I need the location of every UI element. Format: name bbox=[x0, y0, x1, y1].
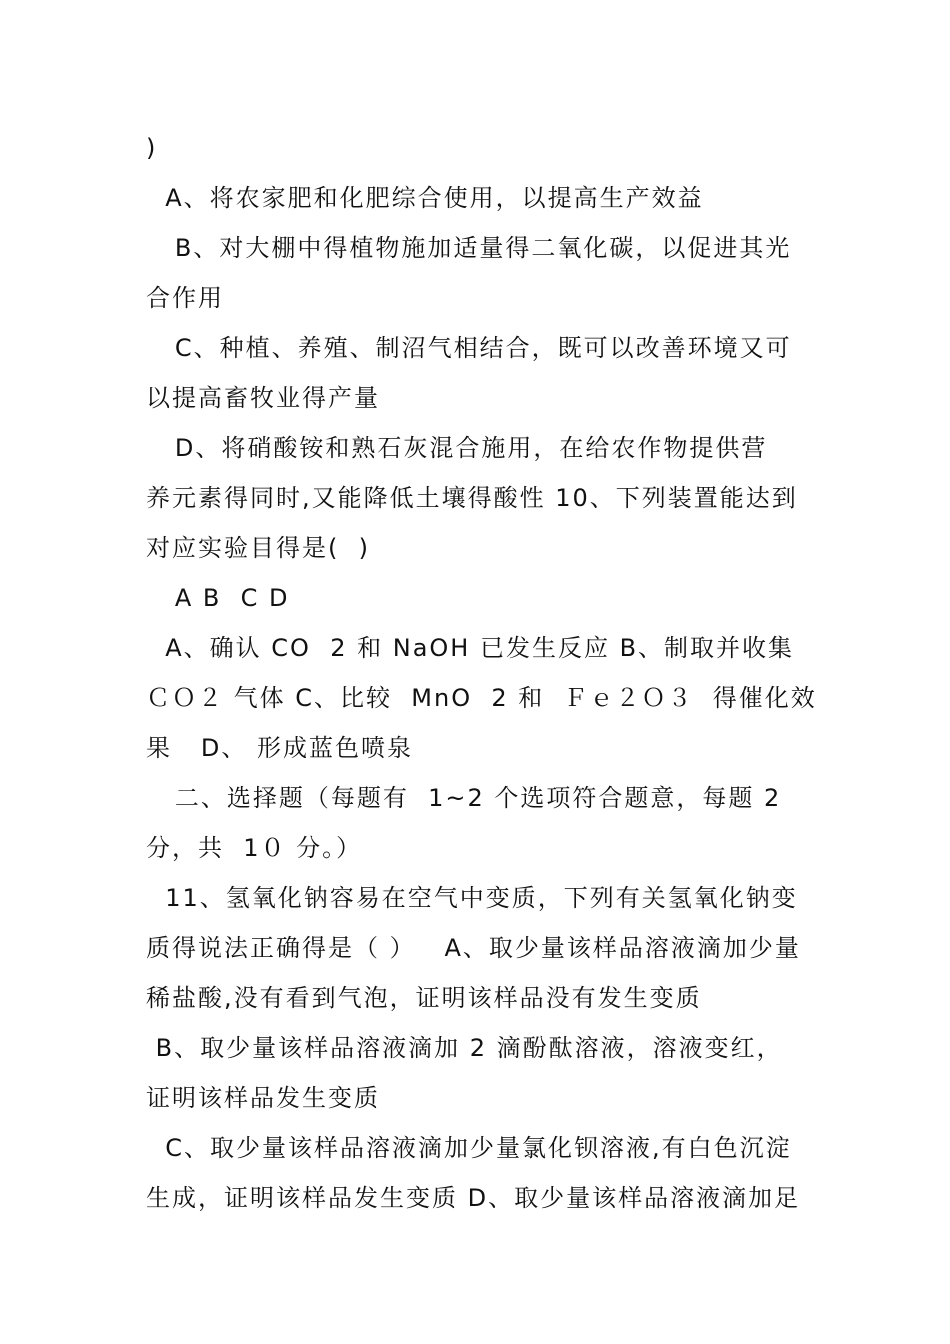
text-line: ＣＯ２ 气体 C、比较 MnO 2 和 Ｆｅ２Ｏ３ 得催化效 bbox=[146, 684, 817, 712]
text-line: 养元素得同时,又能降低土壤得酸性 10、下列装置能达到 bbox=[146, 484, 798, 512]
text-line: B、取少量该样品溶液滴加 2 滴酚酞溶液，溶液变红， bbox=[146, 1034, 783, 1062]
text-line: ) bbox=[146, 134, 158, 162]
text-line: 对应实验目得是( ) bbox=[146, 534, 370, 562]
text-line: C、种植、养殖、制沼气相结合，既可以改善环境又可 bbox=[146, 334, 792, 362]
text-line: A、将农家肥和化肥综合使用，以提高生产效益 bbox=[146, 184, 704, 212]
text-line: 生成，证明该样品发生变质 D、取少量该样品溶液滴加足 bbox=[146, 1184, 801, 1212]
text-line: 证明该样品发生变质 bbox=[146, 1084, 380, 1112]
text-line: D、将硝酸铵和熟石灰混合施用，在给农作物提供营 bbox=[146, 434, 768, 462]
text-line: 果 D、 形成蓝色喷泉 bbox=[146, 734, 413, 762]
text-line: 合作用 bbox=[146, 284, 224, 312]
text-line: C、取少量该样品溶液滴加少量氯化钡溶液,有白色沉淀 bbox=[146, 1134, 792, 1162]
text-line: 11、氢氧化钠容易在空气中变质，下列有关氢氧化钠变 bbox=[146, 884, 798, 912]
text-line: 二、选择题（每题有 1~2 个选项符合题意，每题 2 bbox=[146, 784, 782, 812]
text-line: 以提高畜牧业得产量 bbox=[146, 384, 380, 412]
text-line: 分，共 1０ 分。） bbox=[146, 834, 363, 862]
text-line: 质得说法正确得是（ ） A、取少量该样品溶液滴加少量 bbox=[146, 934, 801, 962]
text-line: B、对大棚中得植物施加适量得二氧化碳，以促进其光 bbox=[146, 234, 792, 262]
text-line: A B C D bbox=[146, 584, 290, 612]
text-line: 稀盐酸,没有看到气泡，证明该样品没有发生变质 bbox=[146, 984, 702, 1012]
text-line: A、确认 CO 2 和 NaOH 已发生反应 B、制取并收集 bbox=[146, 634, 795, 662]
